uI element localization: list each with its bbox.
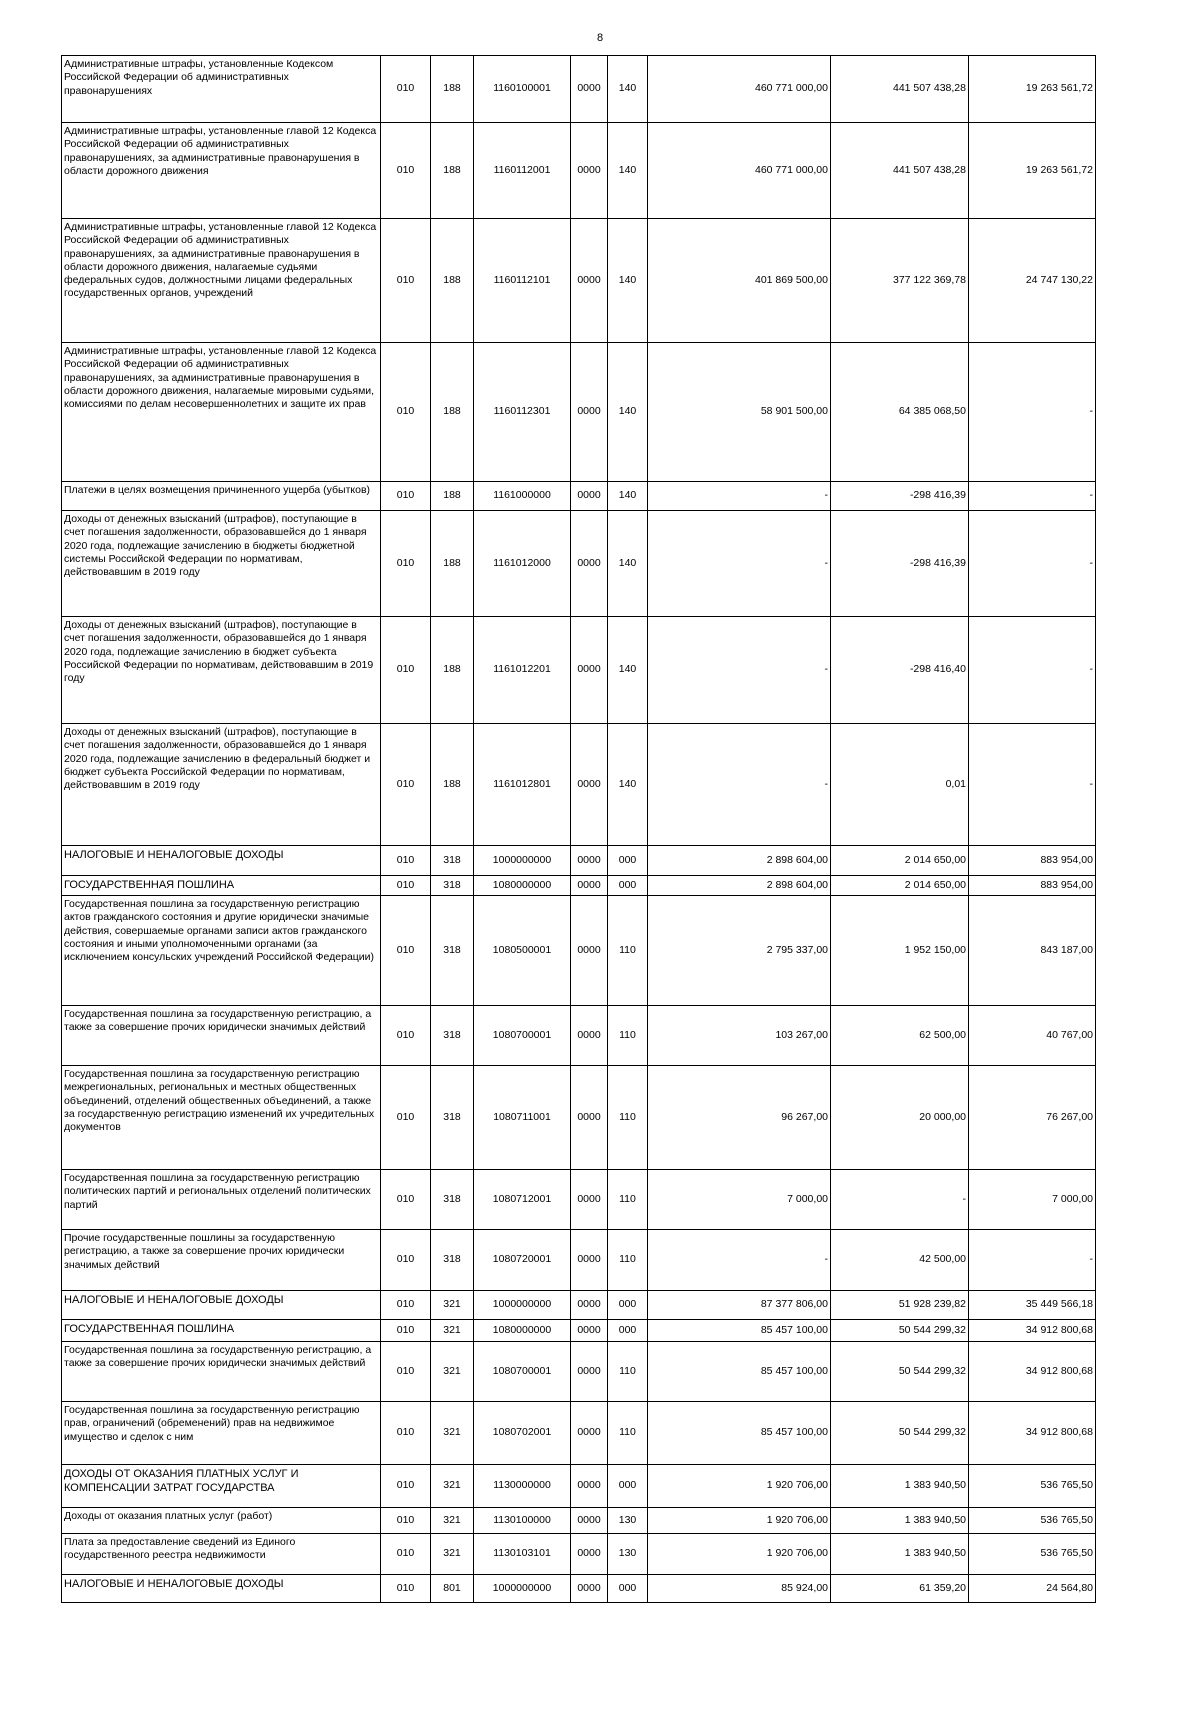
planned-amount-cell: 460 771 000,00 [648,123,831,219]
remaining-amount-cell: 34 912 800,68 [969,1320,1096,1342]
program-code-cell: 0000 [571,1066,608,1170]
revenue-table [61,55,1096,1603]
revenue-code-cell: 1161012000 [474,511,571,617]
revenue-code-cell: 1130100000 [474,1508,571,1534]
remaining-amount-cell: - [969,1230,1096,1291]
remaining-amount-cell: 34 912 800,68 [969,1342,1096,1402]
section-code-cell: 010 [381,724,431,846]
program-code-cell: 0000 [571,1575,608,1603]
planned-amount-cell: 85 457 100,00 [648,1342,831,1402]
admin-code-cell: 318 [431,876,474,896]
table-row [62,219,1096,343]
kosgu-code-cell: 140 [608,219,648,343]
executed-amount-cell: 1 952 150,00 [831,896,969,1006]
section-code-cell: 010 [381,1465,431,1508]
table-row [62,1066,1096,1170]
revenue-code-cell: 1080712001 [474,1170,571,1230]
remaining-amount-cell: 24 747 130,22 [969,219,1096,343]
planned-amount-cell: - [648,511,831,617]
admin-code-cell: 188 [431,617,474,724]
admin-code-cell: 321 [431,1534,474,1575]
admin-code-cell: 188 [431,343,474,482]
remaining-amount-cell: 34 912 800,68 [969,1402,1096,1465]
kosgu-code-cell: 110 [608,1006,648,1066]
section-code-cell: 010 [381,56,431,123]
kosgu-code-cell: 110 [608,1170,648,1230]
planned-amount-cell: - [648,482,831,511]
remaining-amount-cell: - [969,343,1096,482]
kosgu-code-cell: 000 [608,1320,648,1342]
table-row [62,1402,1096,1465]
revenue-code-cell: 1080000000 [474,1320,571,1342]
revenue-code-cell: 1000000000 [474,1575,571,1603]
remaining-amount-cell: - [969,511,1096,617]
remaining-amount-cell: 24 564,80 [969,1575,1096,1603]
section-code-cell: 010 [381,123,431,219]
kosgu-code-cell: 000 [608,1465,648,1508]
admin-code-cell: 321 [431,1465,474,1508]
section-code-cell: 010 [381,1006,431,1066]
revenue-code-cell: 1130000000 [474,1465,571,1508]
executed-amount-cell: 2 014 650,00 [831,846,969,876]
table-row [62,1534,1096,1575]
executed-amount-cell: 42 500,00 [831,1230,969,1291]
kosgu-code-cell: 140 [608,617,648,724]
admin-code-cell: 188 [431,482,474,511]
program-code-cell: 0000 [571,724,608,846]
section-code-cell: 010 [381,1342,431,1402]
row-name-cell: НАЛОГОВЫЕ И НЕНАЛОГОВЫЕ ДОХОДЫ [62,1575,381,1603]
row-name-cell: Административные штрафы, установленные главой 12 Кодекса Российской Федерации об административных правонарушениях, за административные правонарушения в области дорожного движения [62,123,381,219]
program-code-cell: 0000 [571,343,608,482]
row-name-cell: Государственная пошлина за государственную регистрацию политических партий и региональных отделений политических партий [62,1170,381,1230]
row-name-cell: Административные штрафы, установленные главой 12 Кодекса Российской Федерации об административных правонарушениях, за административные правонарушения в области дорожного движения, налагаемые судьями федеральных судов, должностными лицами федеральных государственных органов, учреждений [62,219,381,343]
revenue-code-cell: 1080720001 [474,1230,571,1291]
row-name-cell: Государственная пошлина за государственную регистрацию прав, ограничений (обременений) прав на недвижимое имущество и сделок с ним [62,1402,381,1465]
remaining-amount-cell: - [969,617,1096,724]
page-number: 8 [596,32,604,44]
program-code-cell: 0000 [571,123,608,219]
section-code-cell: 010 [381,1575,431,1603]
table-row [62,1320,1096,1342]
row-name-cell: Государственная пошлина за государственную регистрацию, а также за совершение прочих юридически значимых действий [62,1342,381,1402]
remaining-amount-cell: 35 449 566,18 [969,1291,1096,1320]
revenue-code-cell: 1161012801 [474,724,571,846]
remaining-amount-cell: 536 765,50 [969,1508,1096,1534]
section-code-cell: 010 [381,511,431,617]
kosgu-code-cell: 000 [608,1291,648,1320]
revenue-code-cell: 1161012201 [474,617,571,724]
executed-amount-cell: 0,01 [831,724,969,846]
row-name-cell: Административные штрафы, установленные Кодексом Российской Федерации об административных правонарушениях [62,56,381,123]
section-code-cell: 010 [381,1508,431,1534]
kosgu-code-cell: 140 [608,343,648,482]
revenue-code-cell: 1160112101 [474,219,571,343]
planned-amount-cell: - [648,617,831,724]
remaining-amount-cell: 883 954,00 [969,846,1096,876]
admin-code-cell: 321 [431,1291,474,1320]
program-code-cell: 0000 [571,1342,608,1402]
table-row [62,724,1096,846]
table-row [62,1170,1096,1230]
kosgu-code-cell: 130 [608,1534,648,1575]
admin-code-cell: 318 [431,1006,474,1066]
revenue-code-cell: 1000000000 [474,846,571,876]
section-code-cell: 010 [381,846,431,876]
program-code-cell: 0000 [571,511,608,617]
executed-amount-cell: 64 385 068,50 [831,343,969,482]
row-name-cell: ГОСУДАРСТВЕННАЯ ПОШЛИНА [62,1320,381,1342]
admin-code-cell: 801 [431,1575,474,1603]
table-row [62,1291,1096,1320]
admin-code-cell: 188 [431,511,474,617]
admin-code-cell: 321 [431,1342,474,1402]
program-code-cell: 0000 [571,617,608,724]
revenue-code-cell: 1080500001 [474,896,571,1006]
program-code-cell: 0000 [571,1465,608,1508]
admin-code-cell: 318 [431,846,474,876]
table-row [62,511,1096,617]
planned-amount-cell: 58 901 500,00 [648,343,831,482]
table-row [62,1342,1096,1402]
remaining-amount-cell: 40 767,00 [969,1006,1096,1066]
executed-amount-cell: 51 928 239,82 [831,1291,969,1320]
section-code-cell: 010 [381,1402,431,1465]
row-name-cell: Государственная пошлина за государственную регистрацию, а также за совершение прочих юридически значимых действий [62,1006,381,1066]
table-row [62,846,1096,876]
planned-amount-cell: - [648,724,831,846]
executed-amount-cell: 1 383 940,50 [831,1534,969,1575]
revenue-code-cell: 1160112001 [474,123,571,219]
program-code-cell: 0000 [571,1006,608,1066]
table-row [62,343,1096,482]
planned-amount-cell: 85 457 100,00 [648,1402,831,1465]
program-code-cell: 0000 [571,1534,608,1575]
program-code-cell: 0000 [571,56,608,123]
admin-code-cell: 321 [431,1320,474,1342]
row-name-cell: Государственная пошлина за государственную регистрацию актов гражданского состояния и другие юридически значимые действия, совершаемые органами записи актов гражданского состояния и иными уполномоченными органами (за исключением консульских учреждений Российской Федерации) [62,896,381,1006]
admin-code-cell: 318 [431,1230,474,1291]
section-code-cell: 010 [381,482,431,511]
admin-code-cell: 318 [431,1170,474,1230]
program-code-cell: 0000 [571,1170,608,1230]
row-name-cell: Прочие государственные пошлины за государственную регистрацию, а также за совершение прочих юридически значимых действий [62,1230,381,1291]
section-code-cell: 010 [381,1170,431,1230]
executed-amount-cell: 50 544 299,32 [831,1320,969,1342]
admin-code-cell: 188 [431,724,474,846]
planned-amount-cell: - [648,1230,831,1291]
planned-amount-cell: 2 795 337,00 [648,896,831,1006]
revenue-code-cell: 1160100001 [474,56,571,123]
executed-amount-cell: 50 544 299,32 [831,1402,969,1465]
admin-code-cell: 321 [431,1402,474,1465]
planned-amount-cell: 1 920 706,00 [648,1534,831,1575]
table-row [62,1508,1096,1534]
section-code-cell: 010 [381,876,431,896]
section-code-cell: 010 [381,617,431,724]
program-code-cell: 0000 [571,219,608,343]
table-body [62,56,1096,1603]
kosgu-code-cell: 110 [608,1342,648,1402]
kosgu-code-cell: 140 [608,56,648,123]
program-code-cell: 0000 [571,1402,608,1465]
section-code-cell: 010 [381,1230,431,1291]
row-name-cell: Доходы от денежных взысканий (штрафов), поступающие в счет погашения задолженности, образовавшейся до 1 января 2020 года, подлежащие зачислению в бюджет субъекта Российской Федерации по нормативам, действовавшим в 2019 году [62,617,381,724]
remaining-amount-cell: 536 765,50 [969,1534,1096,1575]
table-row [62,876,1096,896]
row-name-cell: ГОСУДАРСТВЕННАЯ ПОШЛИНА [62,876,381,896]
planned-amount-cell: 1 920 706,00 [648,1465,831,1508]
planned-amount-cell: 85 457 100,00 [648,1320,831,1342]
remaining-amount-cell: 19 263 561,72 [969,123,1096,219]
admin-code-cell: 188 [431,219,474,343]
kosgu-code-cell: 110 [608,1066,648,1170]
program-code-cell: 0000 [571,1230,608,1291]
row-name-cell: Доходы от денежных взысканий (штрафов), поступающие в счет погашения задолженности, образовавшейся до 1 января 2020 года, подлежащие зачислению в федеральный бюджет и бюджет субъекта Российской Федерации по нормативам, действовавшим в 2019 году [62,724,381,846]
program-code-cell: 0000 [571,1291,608,1320]
kosgu-code-cell: 110 [608,896,648,1006]
revenue-code-cell: 1080700001 [474,1006,571,1066]
remaining-amount-cell: 7 000,00 [969,1170,1096,1230]
kosgu-code-cell: 000 [608,876,648,896]
admin-code-cell: 318 [431,896,474,1006]
row-name-cell: Доходы от оказания платных услуг (работ) [62,1508,381,1534]
executed-amount-cell: -298 416,39 [831,482,969,511]
row-name-cell: НАЛОГОВЫЕ И НЕНАЛОГОВЫЕ ДОХОДЫ [62,846,381,876]
executed-amount-cell: 1 383 940,50 [831,1508,969,1534]
planned-amount-cell: 103 267,00 [648,1006,831,1066]
section-code-cell: 010 [381,219,431,343]
program-code-cell: 0000 [571,846,608,876]
program-code-cell: 0000 [571,482,608,511]
executed-amount-cell: 61 359,20 [831,1575,969,1603]
kosgu-code-cell: 140 [608,123,648,219]
revenue-code-cell: 1080700001 [474,1342,571,1402]
revenue-code-cell: 1160112301 [474,343,571,482]
program-code-cell: 0000 [571,1508,608,1534]
executed-amount-cell: 441 507 438,28 [831,123,969,219]
planned-amount-cell: 96 267,00 [648,1066,831,1170]
program-code-cell: 0000 [571,1320,608,1342]
planned-amount-cell: 2 898 604,00 [648,876,831,896]
kosgu-code-cell: 140 [608,482,648,511]
table-row [62,617,1096,724]
program-code-cell: 0000 [571,876,608,896]
revenue-code-cell: 1161000000 [474,482,571,511]
executed-amount-cell: 1 383 940,50 [831,1465,969,1508]
row-name-cell: Государственная пошлина за государственную регистрацию межрегиональных, региональных и местных общественных объединений, отделений общественных объединений, а также за государственную регистрацию изменений их учредительных документов [62,1066,381,1170]
row-name-cell: Плата за предоставление сведений из Единого государственного реестра недвижимости [62,1534,381,1575]
planned-amount-cell: 2 898 604,00 [648,846,831,876]
table-row [62,56,1096,123]
executed-amount-cell: 377 122 369,78 [831,219,969,343]
planned-amount-cell: 85 924,00 [648,1575,831,1603]
planned-amount-cell: 1 920 706,00 [648,1508,831,1534]
row-name-cell: НАЛОГОВЫЕ И НЕНАЛОГОВЫЕ ДОХОДЫ [62,1291,381,1320]
kosgu-code-cell: 140 [608,724,648,846]
row-name-cell: Административные штрафы, установленные главой 12 Кодекса Российской Федерации об административных правонарушениях, за административные правонарушения в области дорожного движения, налагаемые мировыми судьями, комиссиями по делам несовершеннолетних и защите их прав [62,343,381,482]
revenue-code-cell: 1080000000 [474,876,571,896]
row-name-cell: ДОХОДЫ ОТ ОКАЗАНИЯ ПЛАТНЫХ УСЛУГ И КОМПЕНСАЦИИ ЗАТРАТ ГОСУДАРСТВА [62,1465,381,1508]
program-code-cell: 0000 [571,896,608,1006]
section-code-cell: 010 [381,1291,431,1320]
kosgu-code-cell: 000 [608,1575,648,1603]
executed-amount-cell: 20 000,00 [831,1066,969,1170]
section-code-cell: 010 [381,1534,431,1575]
kosgu-code-cell: 130 [608,1508,648,1534]
planned-amount-cell: 87 377 806,00 [648,1291,831,1320]
remaining-amount-cell: 843 187,00 [969,896,1096,1006]
row-name-cell: Доходы от денежных взысканий (штрафов), поступающие в счет погашения задолженности, образовавшейся до 1 января 2020 года, подлежащие зачислению в бюджеты бюджетной системы Российской Федерации по нормативам, действовавшим в 2019 году [62,511,381,617]
executed-amount-cell: 2 014 650,00 [831,876,969,896]
section-code-cell: 010 [381,1066,431,1170]
remaining-amount-cell: 76 267,00 [969,1066,1096,1170]
planned-amount-cell: 401 869 500,00 [648,219,831,343]
remaining-amount-cell: - [969,724,1096,846]
admin-code-cell: 321 [431,1508,474,1534]
revenue-code-cell: 1130103101 [474,1534,571,1575]
executed-amount-cell: -298 416,40 [831,617,969,724]
row-name-cell: Платежи в целях возмещения причиненного ущерба (убытков) [62,482,381,511]
table-row [62,1575,1096,1603]
admin-code-cell: 188 [431,56,474,123]
executed-amount-cell: -298 416,39 [831,511,969,617]
planned-amount-cell: 460 771 000,00 [648,56,831,123]
kosgu-code-cell: 140 [608,511,648,617]
kosgu-code-cell: 110 [608,1402,648,1465]
executed-amount-cell: - [831,1170,969,1230]
remaining-amount-cell: 19 263 561,72 [969,56,1096,123]
remaining-amount-cell: - [969,482,1096,511]
table-row [62,482,1096,511]
executed-amount-cell: 50 544 299,32 [831,1342,969,1402]
planned-amount-cell: 7 000,00 [648,1170,831,1230]
admin-code-cell: 318 [431,1066,474,1170]
kosgu-code-cell: 000 [608,846,648,876]
revenue-code-cell: 1080702001 [474,1402,571,1465]
section-code-cell: 010 [381,896,431,1006]
revenue-code-cell: 1080711001 [474,1066,571,1170]
table-row [62,1230,1096,1291]
table-row [62,896,1096,1006]
table-row [62,1465,1096,1508]
remaining-amount-cell: 536 765,50 [969,1465,1096,1508]
revenue-code-cell: 1000000000 [474,1291,571,1320]
section-code-cell: 010 [381,343,431,482]
executed-amount-cell: 62 500,00 [831,1006,969,1066]
section-code-cell: 010 [381,1320,431,1342]
table-row [62,1006,1096,1066]
kosgu-code-cell: 110 [608,1230,648,1291]
remaining-amount-cell: 883 954,00 [969,876,1096,896]
executed-amount-cell: 441 507 438,28 [831,56,969,123]
admin-code-cell: 188 [431,123,474,219]
table-row [62,123,1096,219]
